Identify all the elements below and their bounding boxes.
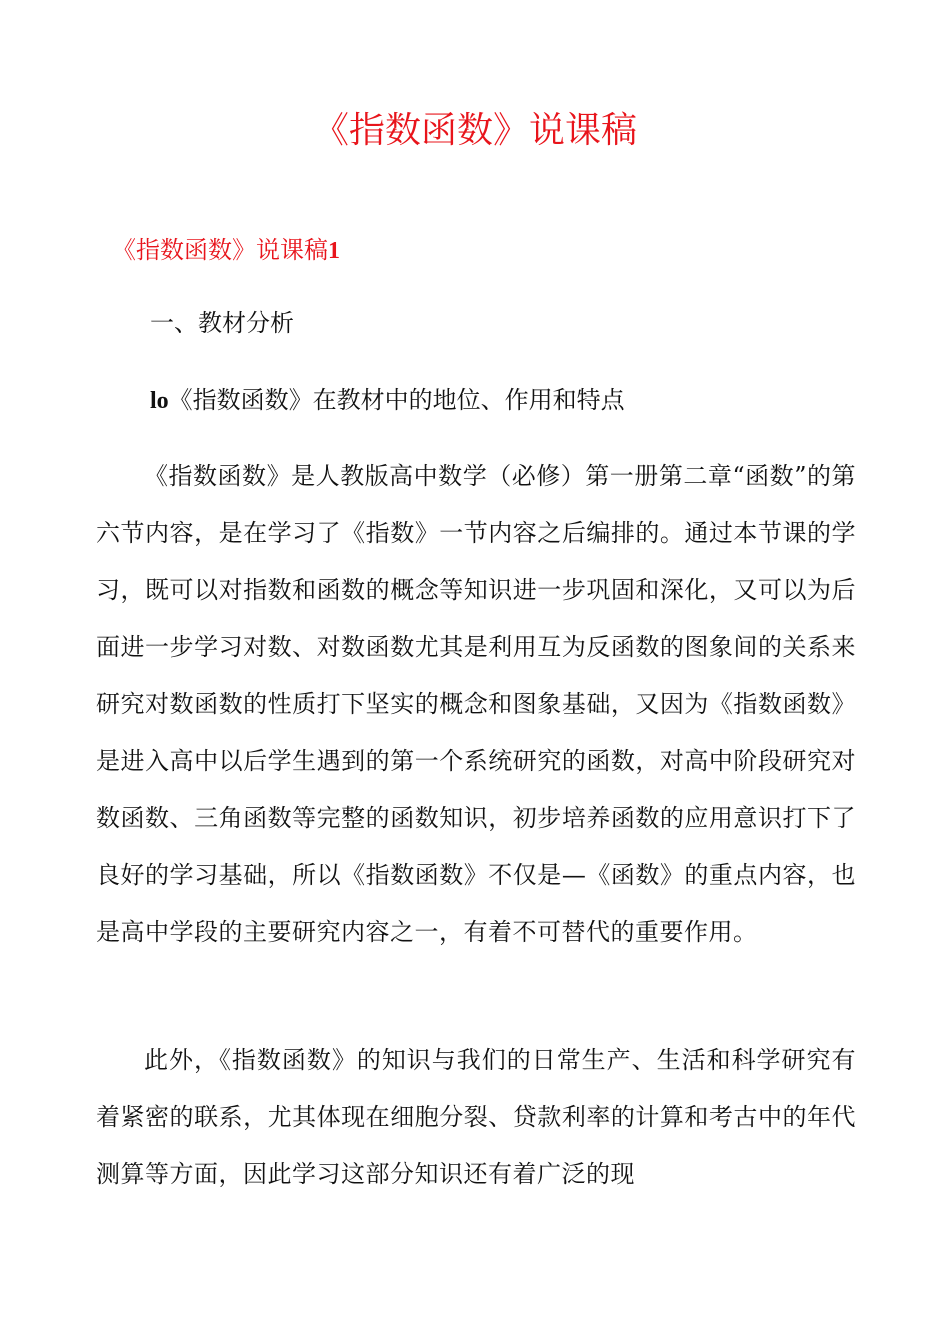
heading-position-role-text: 《指数函数》在教材中的地位、作用和特点 [168,386,625,414]
body-paragraph-2: 此外，《指数函数》的知识与我们的日常生产、生活和科学研究有着紧密的联系，尤其体现在细胞分裂、贷款利率的计算和考古中的年代测算等方面，因此学习这部分知识还有着广泛的现 [96,1046,856,1188]
heading-position-role-prefix: lo [150,388,169,414]
section-title-text: 《指数函数》说课稿 [112,236,328,264]
heading-textbook-analysis: 一、教材分析 [150,309,294,337]
section-title [112,232,340,269]
document-title: 《指数函数》说课稿 [312,110,637,151]
section-title-number: 1 [328,238,340,264]
heading-position-role [150,382,625,419]
body-paragraph-1: 《指数函数》是人教版高中数学（必修）第一册第二章“函数”的第六节内容，是在学习了《指数》一节内容之后编排的。通过本节课的学习，既可以对指数和函数的概念等知识进一步巩固和深化，又可以为后面进一步学习对数、对数函数尤其是利用互为反函数的图象间的关系来研究对数函数的性质打下坚实的概念和图象基础，又因为《指数函数》是进入高中以后学生遇到的第一个系统研究的函数，对高中阶段研究对数函数、三角函数等完整的函数知识，初步培养函数的应用意识打下了良好的学习基础，所以《指数函数》不仅是—《函数》的重点内容，也是高中学段的主要研究内容之一，有着不可替代的重要作用。 [96,462,856,946]
